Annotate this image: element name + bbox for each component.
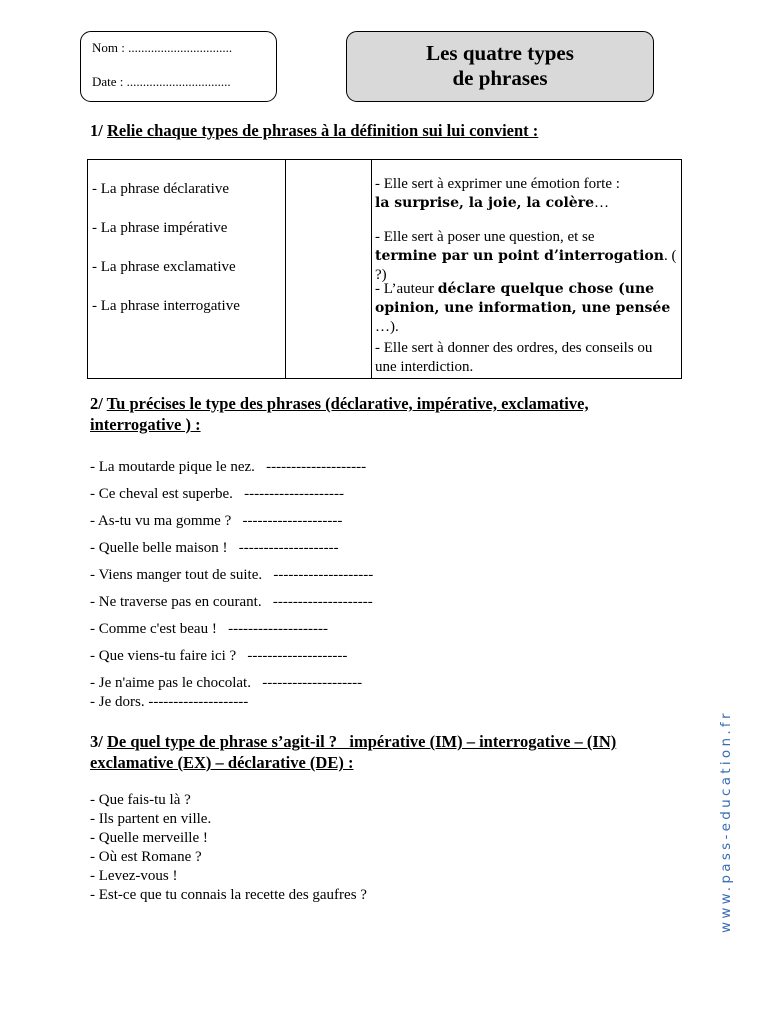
name-date-box [80, 31, 277, 102]
section1-heading [90, 120, 538, 141]
exercise3-sentence-5: - Levez-vous ! [90, 868, 178, 884]
name-field-label: Nom : ................................ [92, 40, 233, 55]
section3-number: 3/ [90, 732, 103, 751]
sentence-type-3: - La phrase exclamative [92, 259, 236, 275]
sentence-type-1: - La phrase déclarative [92, 181, 229, 197]
exercise3-sentence-1: - Que fais-tu là ? [90, 792, 191, 808]
exercise2-sentence-9: - Je n'aime pas le chocolat. -------------------- [90, 675, 363, 691]
exercise2-sentence-8: - Que viens-tu faire ici ? -------------------- [90, 648, 348, 664]
exercise3-sentence-3: - Quelle merveille ! [90, 830, 208, 846]
definition-1: - Elle sert à exprimer une émotion forte : la surprise, la joie, la colère… [375, 176, 620, 211]
exercise3-sentence-2: - Ils partent en ville. [90, 811, 212, 827]
matching-table [87, 159, 682, 379]
section3-heading [90, 731, 690, 773]
exercise2-sentence-3: - As-tu vu ma gomme ? -------------------- [90, 513, 343, 529]
section1-number: 1/ [90, 121, 103, 140]
watermark-text: www.pass-education.fr [718, 710, 734, 933]
section1-heading-text: Relie chaque types de phrases à la définition sui lui convient : [106, 121, 539, 140]
exercise2-sentence-6: - Ne traverse pas en courant. -------------------- [90, 594, 373, 610]
exercise2-sentence-1: - La moutarde pique le nez. -------------------- [90, 459, 367, 475]
exercise2-sentence-5: - Viens manger tout de suite. -------------------- [90, 567, 374, 583]
section3-heading-codes: impérative (IM) – interrogative – (IN) [349, 732, 617, 751]
section2-number: 2/ [90, 394, 103, 413]
section2-heading-line2: interrogative ) : [90, 415, 201, 434]
section3-heading-line2: exclamative (EX) – déclarative (DE) : [90, 753, 354, 772]
exercise3-sentence-4: - Où est Romane ? [90, 849, 202, 865]
exercise3-sentence-6: - Est-ce que tu connais la recette des gaufres ? [90, 887, 367, 903]
worksheet-title-box [346, 31, 654, 102]
table-divider-1 [285, 160, 286, 378]
section3-heading-question: De quel type de phrase s’agit-il ? [106, 732, 338, 751]
exercise2-sentence-7: - Comme c'est beau ! -------------------- [90, 621, 328, 637]
exercise2-sentence-10: - Je dors. -------------------- [90, 694, 249, 710]
title-line-1: Les quatre types [426, 41, 574, 65]
definition-3: - L’auteur déclare quelque chose (une opinion, une information, une pensée …). [375, 281, 671, 335]
sentence-type-4: - La phrase interrogative [92, 298, 240, 314]
section2-heading [90, 393, 670, 435]
exercise2-sentence-4: - Quelle belle maison ! -------------------- [90, 540, 339, 556]
definition-4: - Elle sert à donner des ordres, des conseils ou une interdiction. [375, 340, 653, 375]
exercise2-sentence-2: - Ce cheval est superbe. -------------------- [90, 486, 345, 502]
section2-heading-line1: Tu précises le type des phrases (déclarative, impérative, exclamative, [106, 394, 589, 413]
table-divider-2 [371, 160, 372, 378]
title-line-2: de phrases [452, 66, 548, 90]
date-field-label: Date : ................................ [92, 74, 231, 89]
definition-2: - Elle sert à poser une question, et se termine par un point d’interrogation. ( ?) [375, 229, 677, 283]
sentence-type-2: - La phrase impérative [92, 220, 228, 236]
